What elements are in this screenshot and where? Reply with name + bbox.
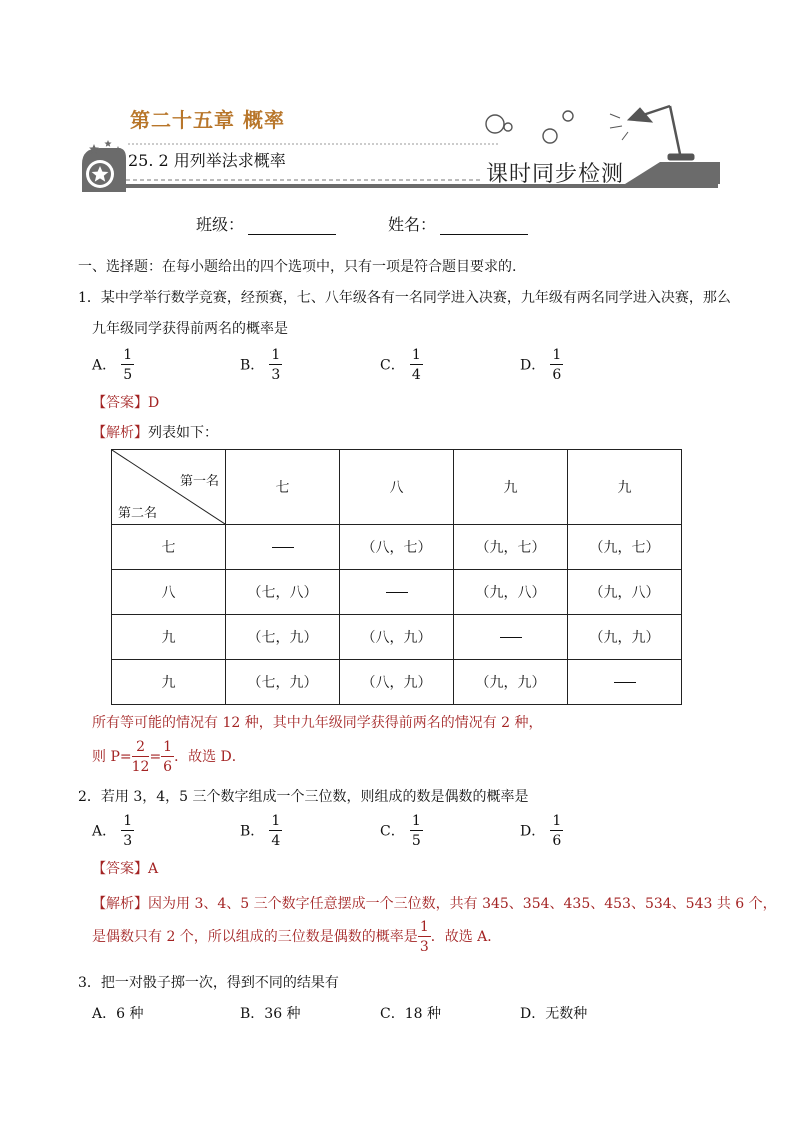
chapter-title: 第二十五章 概率 — [130, 108, 285, 132]
q2-answer — [92, 862, 158, 876]
option-text: 6 种 — [116, 1006, 144, 1022]
option-text: 36 种 — [264, 1006, 301, 1022]
name-field — [388, 212, 528, 235]
table-cell: （七，九） — [226, 660, 340, 705]
q3-option-c — [380, 1007, 441, 1021]
row-header: 九 — [112, 615, 226, 660]
name-blank[interactable] — [440, 218, 528, 235]
q2-analysis-line1 — [92, 897, 777, 911]
fraction: $\frac{1}{6}$ — [163, 739, 173, 775]
table-corner-cell — [112, 450, 226, 525]
corner-bottom-label: 第二名 — [118, 506, 158, 521]
table-cell — [568, 660, 682, 705]
class-blank[interactable] — [248, 218, 336, 235]
table-cell: （九，九） — [568, 615, 682, 660]
option-label: B． — [240, 823, 265, 840]
table-row — [112, 570, 682, 615]
q1-conclusion-line2 — [92, 740, 246, 774]
q3-option-a — [92, 1007, 143, 1021]
analysis-text: 是偶数只有 2 个，所以组成的三位数是偶数的概率是 — [92, 929, 418, 945]
desk-lamp-icon — [610, 106, 694, 160]
q2-stem: 2．若用 3，4，5 三个数字组成一个三位数，则组成的数是偶数的概率是 — [78, 789, 529, 805]
q1-stem-line2: 九年级同学获得前两名的概率是 — [92, 321, 288, 337]
table-cell: （九，九） — [454, 660, 568, 705]
q1-option-d — [520, 348, 563, 382]
fraction: $\frac{1}{6}$ — [552, 813, 562, 849]
corner-top-label: 第一名 — [179, 474, 219, 489]
answer-tag: 【答案】 — [92, 395, 148, 411]
column-header: 八 — [340, 450, 454, 525]
fraction: $\frac{1}{4}$ — [271, 813, 281, 849]
q3-option-d — [520, 1007, 587, 1021]
option-label: D． — [520, 1006, 546, 1022]
q2-option-b — [240, 814, 282, 848]
table-cell: （九，八） — [454, 570, 568, 615]
q1-analysis — [92, 426, 218, 440]
row-header: 九 — [112, 660, 226, 705]
empty-cell-dash — [500, 637, 522, 638]
fraction: $\frac{1}{3}$ — [271, 347, 281, 383]
option-text: 18 种 — [404, 1006, 441, 1022]
q2-analysis-line2 — [92, 920, 501, 954]
table-row — [112, 525, 682, 570]
q1-option-c — [380, 348, 423, 382]
analysis-tag: 【解析】 — [92, 896, 148, 912]
empty-cell-dash — [272, 547, 294, 548]
q1-outcome-table — [111, 449, 682, 705]
table-cell: （八，九） — [340, 615, 454, 660]
empty-cell-dash — [614, 682, 636, 683]
q2-option-c — [380, 814, 423, 848]
banner-text: 课时同步检测 — [486, 162, 625, 187]
section-heading: 一、选择题：在每小题给出的四个选项中，只有一项是符合题目要求的. — [78, 259, 517, 275]
table-cell: （七，八） — [226, 570, 340, 615]
fraction: $\frac{1}{3}$ — [419, 919, 429, 955]
option-label: A． — [92, 1006, 117, 1022]
fraction: $\frac{1}{4}$ — [411, 347, 421, 383]
table-cell — [340, 570, 454, 615]
analysis-intro: 列表如下： — [148, 425, 218, 441]
answer-value: A — [148, 861, 159, 877]
conclusion-prefix: 则 P= — [92, 749, 132, 765]
q1-option-a — [92, 348, 134, 382]
fraction: $\frac{2}{12}$ — [131, 739, 150, 775]
option-label: B． — [240, 357, 265, 374]
section-title: 25. 2 用列举法求概率 — [128, 151, 286, 170]
bubbles-icon — [486, 111, 573, 143]
table-cell: （七，九） — [226, 615, 340, 660]
q2-option-a — [92, 814, 134, 848]
option-label: A． — [92, 357, 117, 374]
option-label: B． — [240, 1006, 265, 1022]
option-label: C． — [380, 1006, 405, 1022]
fraction: $\frac{1}{5}$ — [123, 347, 133, 383]
table-cell — [454, 615, 568, 660]
option-label: C． — [380, 357, 405, 374]
fraction: $\frac{1}{3}$ — [123, 813, 133, 849]
table-row — [112, 615, 682, 660]
table-cell — [226, 525, 340, 570]
row-header: 八 — [112, 570, 226, 615]
table-cell: （八，九） — [340, 660, 454, 705]
fraction: $\frac{1}{5}$ — [411, 813, 421, 849]
column-header: 七 — [226, 450, 340, 525]
option-text: 无数种 — [545, 1006, 588, 1022]
q1-conclusion-line1: 所有等可能的情况有 12 种，其中九年级同学获得前两名的情况有 2 种， — [92, 715, 543, 731]
q1-stem-line1: 1．某中学举行数学竞赛，经预赛，七、八年级各有一名同学进入决赛，九年级有两名同学进入决赛，那么 — [78, 290, 731, 306]
option-label: A． — [92, 823, 117, 840]
table-cell: （九，七） — [568, 525, 682, 570]
q3-stem: 3．把一对骰子掷一次，得到不同的结果有 — [78, 975, 339, 991]
equals-sign: = — [149, 749, 162, 765]
fraction: $\frac{1}{6}$ — [552, 347, 562, 383]
column-header: 九 — [454, 450, 568, 525]
q3-option-b — [240, 1007, 301, 1021]
q1-option-b — [240, 348, 282, 382]
table-cell: （九，七） — [454, 525, 568, 570]
class-label: 班级： — [196, 215, 245, 234]
answer-value: D — [148, 395, 160, 411]
q1-answer — [92, 396, 159, 410]
table-cell: （八，七） — [340, 525, 454, 570]
option-label: D． — [520, 823, 546, 840]
q2-option-d — [520, 814, 563, 848]
option-label: D． — [520, 357, 546, 374]
table-row — [112, 660, 682, 705]
answer-tag: 【答案】 — [92, 861, 148, 877]
star-badge-icon — [82, 140, 126, 192]
name-label: 姓名： — [388, 215, 437, 234]
table-cell: （九，八） — [568, 570, 682, 615]
empty-cell-dash — [386, 592, 408, 593]
option-label: C． — [380, 823, 405, 840]
analysis-tag: 【解析】 — [92, 425, 148, 441]
conclusion-suffix: ．故选 D． — [174, 749, 246, 765]
row-header: 七 — [112, 525, 226, 570]
class-field — [196, 212, 336, 235]
column-header: 九 — [568, 450, 682, 525]
analysis-text: 因为用 3、4、5 三个数字任意摆成一个三位数，共有 345、354、435、453、534、543 共 6 个， — [148, 896, 777, 912]
analysis-suffix: ．故选 A． — [430, 929, 502, 945]
